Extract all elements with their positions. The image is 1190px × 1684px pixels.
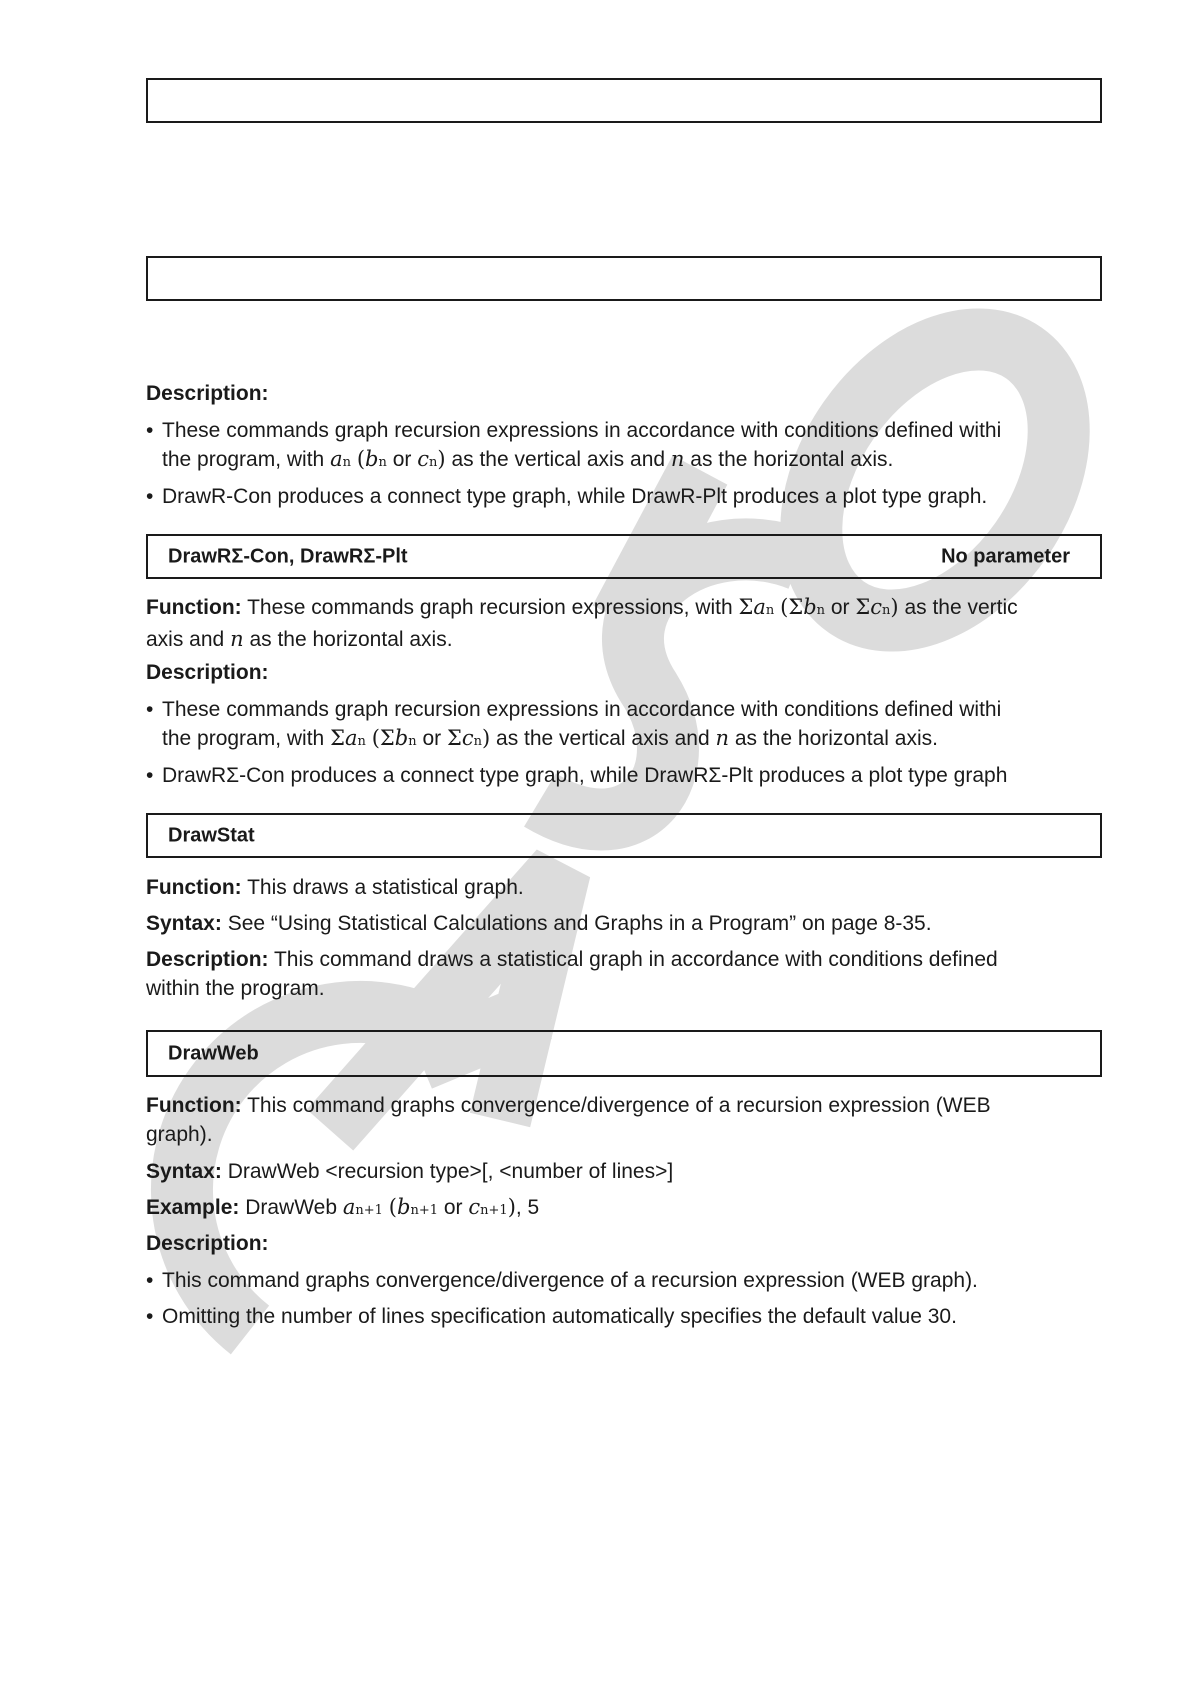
drawstat-description: Description: This command draws a statistical graph in accordance with conditions defined within the program. (146, 948, 998, 1000)
drawr-bullet-2: • DrawR-Con produces a connect type graph, while DrawR-Plt produces a plot type graph. (146, 485, 988, 508)
drawrsigma-function: Function: These commands graph recursion expressions, with Σan (Σbn or Σcn) as the vertic axis and n as the horizontal axis. (146, 595, 1018, 651)
drawrsigma-header (146, 534, 1102, 579)
header-box-1 (146, 78, 1102, 123)
drawrsigma-bullet-2: • DrawRΣ-Con produces a connect type graph, while DrawRΣ-Plt produces a plot type graph (146, 764, 1008, 787)
drawstat-syntax: Syntax: See “Using Statistical Calculations and Graphs in a Program” on page 8-35. (146, 912, 932, 935)
drawrsigma-description-label: Description: (146, 661, 269, 684)
drawweb-example: Example: DrawWeb an+1 (bn+1 or cn+1), 5 (146, 1195, 540, 1219)
drawrsigma-title: DrawRΣ-Con, DrawRΣ-Plt (168, 545, 408, 567)
drawweb-bullet-2: • Omitting the number of lines specification automatically specifies the default value 30. (146, 1305, 957, 1328)
drawweb-description-label: Description: (146, 1232, 269, 1255)
drawweb-header (146, 1030, 1102, 1077)
drawr-description-label: Description: (146, 382, 269, 405)
drawweb-bullet-1: • This command graphs convergence/divergence of a recursion expression (WEB graph). (146, 1269, 978, 1292)
drawstat-function: Function: This draws a statistical graph. (146, 876, 524, 899)
drawrsigma-bullet-1: • These commands graph recursion expressions in accordance with conditions defined withi the program, with Σan (Σbn or Σcn) as the vertical axis and n as the horizontal axis. (146, 698, 1002, 750)
drawstat-title: DrawStat (168, 824, 255, 846)
header-box-2 (146, 256, 1102, 301)
drawweb-syntax: Syntax: DrawWeb <recursion type>[, <number of lines>] (146, 1160, 674, 1183)
drawr-bullet-1: • These commands graph recursion expressions in accordance with conditions defined withi the program, with an (bn or cn) as the vertical axis and n as the horizontal axis. (146, 419, 1002, 471)
drawrsigma-param: No parameter (941, 545, 1070, 567)
drawweb-function: Function: This command graphs convergence/divergence of a recursion expression (WEB graph). (146, 1094, 991, 1146)
drawstat-header (146, 813, 1102, 858)
drawweb-title: DrawWeb (168, 1042, 259, 1064)
